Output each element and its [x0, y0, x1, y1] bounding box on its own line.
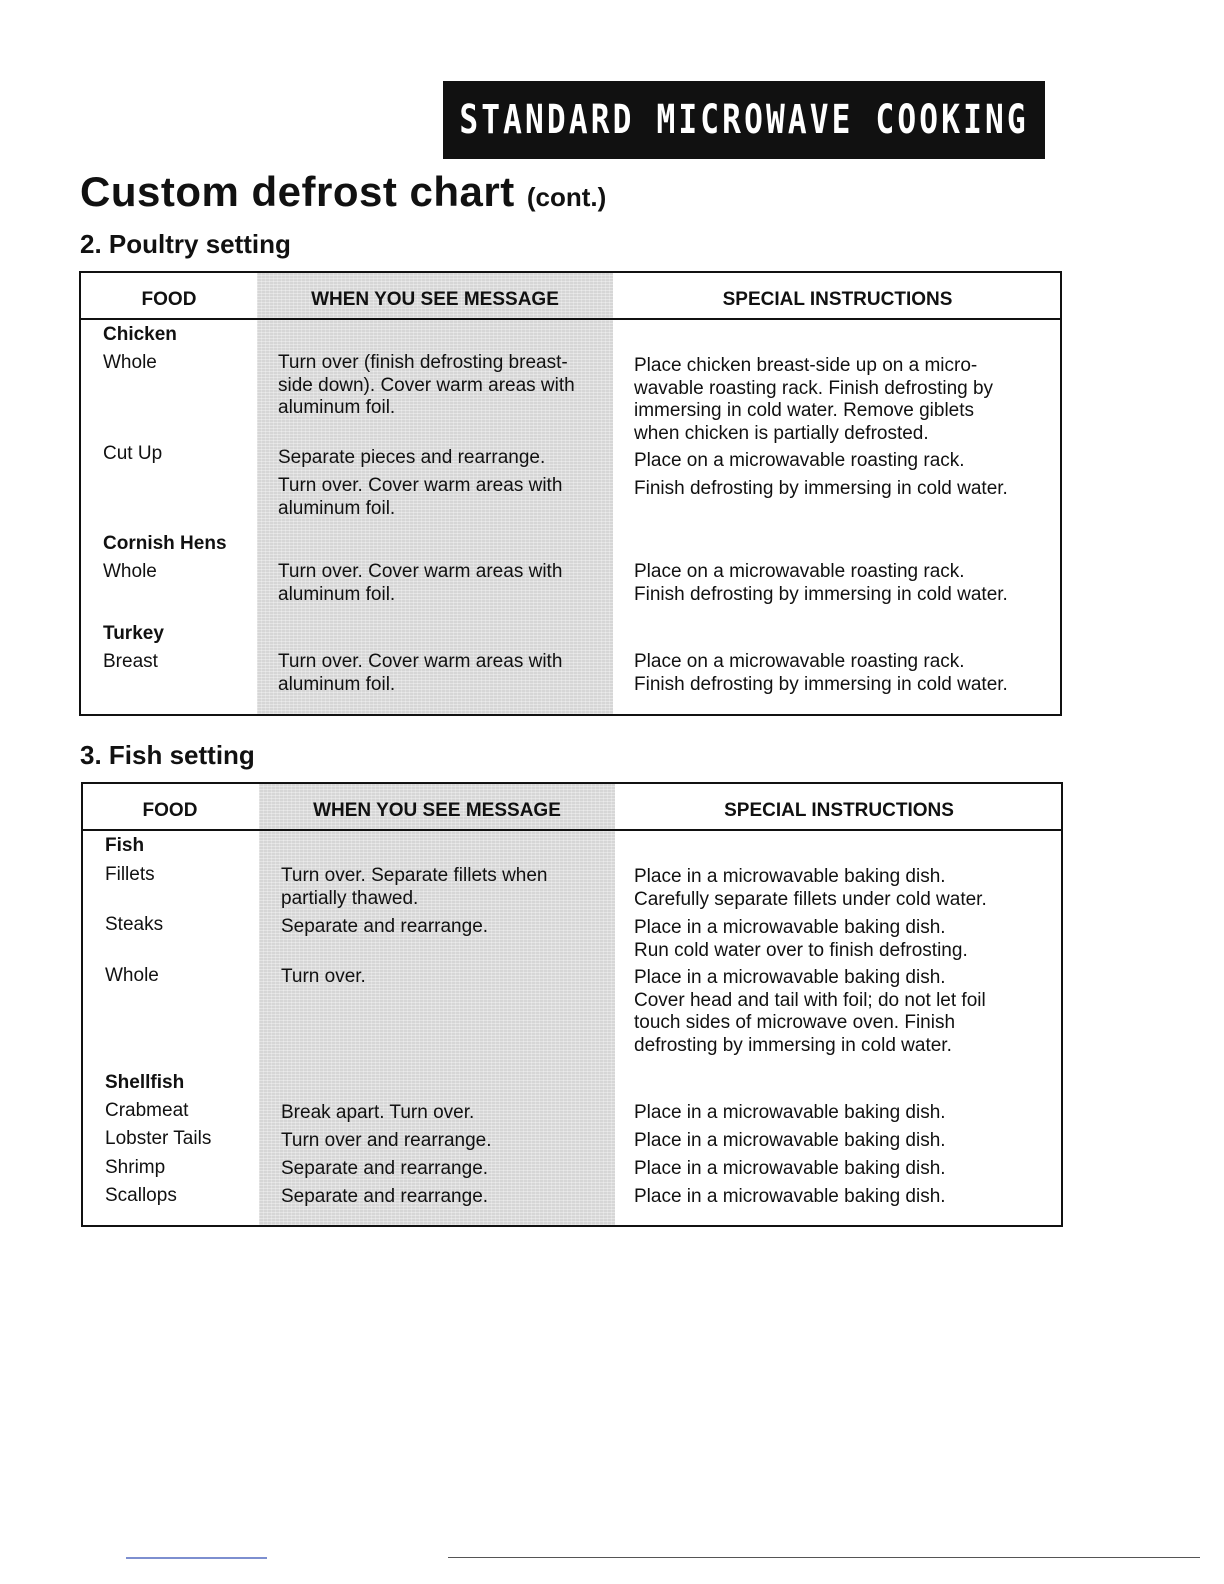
group-label-chicken: Chicken — [103, 324, 177, 345]
section-banner — [443, 81, 1045, 159]
instruction-text: Place in a microwavable baking dish. Cover head and tail with foil; do not let foil touch sides of microwave oven. Finish defrosting by immersing in cold water. — [634, 967, 986, 1056]
message-text: Separate and rearrange. — [281, 916, 489, 937]
food-item: Scallops — [105, 1185, 177, 1206]
instruction-text: Place on a microwavable roasting rack. Finish defrosting by immersing in cold water. — [634, 561, 1008, 605]
fish-chart — [81, 782, 1063, 1227]
message-text: Turn over. Cover warm areas with aluminum foil. — [278, 475, 563, 519]
group-label-fish: Fish — [105, 835, 145, 856]
instructions-column-header: SPECIAL INSTRUCTIONS — [722, 289, 953, 310]
message-text: Separate and rearrange. — [281, 1158, 489, 1179]
message-text: Break apart. Turn over. — [281, 1102, 475, 1123]
fish-heading: 3. Fish setting — [80, 740, 255, 770]
message-text: Turn over. — [281, 966, 366, 987]
group-label-cornish-hens: Cornish Hens — [103, 533, 227, 554]
food-item: Crabmeat — [105, 1100, 189, 1121]
message-text: Separate pieces and rearrange. — [278, 447, 546, 468]
food-item: Fillets — [105, 864, 155, 885]
food-item: Breast — [103, 651, 158, 672]
message-text: Turn over. Cover warm areas with aluminum foil. — [278, 651, 563, 695]
page-title-text: Custom defrost chart — [80, 168, 515, 215]
instructions-column-header: SPECIAL INSTRUCTIONS — [724, 800, 954, 821]
message-column-header: WHEN YOU SEE MESSAGE — [313, 800, 561, 821]
message-text: Separate and rearrange. — [281, 1186, 489, 1207]
header-divider — [81, 318, 1060, 320]
food-column-header: FOOD — [142, 800, 198, 821]
instruction-text: Place on a microwavable roasting rack. — [634, 450, 965, 471]
instruction-text: Place chicken breast-side up on a micro- wavable roasting rack. Finish defrosting by immersing in cold water. Remove giblets when chicken is partially defrosted. — [634, 355, 994, 444]
food-item: Steaks — [105, 914, 164, 935]
instruction-text: Place in a microwavable baking dish. — [634, 1102, 946, 1123]
food-item: Whole — [103, 352, 157, 373]
instruction-text: Place in a microwavable baking dish. — [634, 1158, 946, 1179]
group-label-shellfish: Shellfish — [105, 1072, 185, 1093]
food-item: Whole — [103, 561, 157, 582]
group-label-turkey: Turkey — [103, 623, 164, 644]
food-item: Whole — [105, 965, 159, 986]
poultry-heading: 2. Poultry setting — [80, 229, 291, 259]
message-column-header: WHEN YOU SEE MESSAGE — [311, 289, 559, 310]
message-text: Turn over. Separate fillets when partially thawed. — [281, 865, 548, 909]
food-item: Cut Up — [103, 443, 163, 464]
instruction-text: Place in a microwavable baking dish. — [634, 1186, 946, 1207]
footer-rule-left — [126, 1557, 267, 1559]
banner-title: STANDARD MICROWAVE COOKING — [459, 97, 1029, 143]
footer-rule — [448, 1557, 1200, 1558]
food-item: Lobster Tails — [105, 1128, 212, 1149]
food-item: Shrimp — [105, 1157, 166, 1178]
page-title — [80, 168, 606, 216]
header-divider — [83, 829, 1061, 831]
instruction-text: Place in a microwavable baking dish. Carefully separate fillets under cold water. — [634, 866, 987, 910]
poultry-chart — [79, 271, 1062, 716]
instruction-text: Finish defrosting by immersing in cold water. — [634, 478, 1008, 499]
instruction-text: Place in a microwavable baking dish. — [634, 1130, 946, 1151]
instruction-text: Place in a microwavable baking dish. Run cold water over to finish defrosting. — [634, 917, 968, 961]
message-text: Turn over. Cover warm areas with aluminum foil. — [278, 561, 563, 605]
page-title-suffix: (cont.) — [526, 182, 607, 212]
message-text: Turn over (finish defrosting breast- side down). Cover warm areas with aluminum foil. — [278, 352, 575, 418]
food-column-header: FOOD — [141, 289, 197, 310]
message-text: Turn over and rearrange. — [281, 1130, 492, 1151]
instruction-text: Place on a microwavable roasting rack. Finish defrosting by immersing in cold water. — [634, 651, 1008, 695]
